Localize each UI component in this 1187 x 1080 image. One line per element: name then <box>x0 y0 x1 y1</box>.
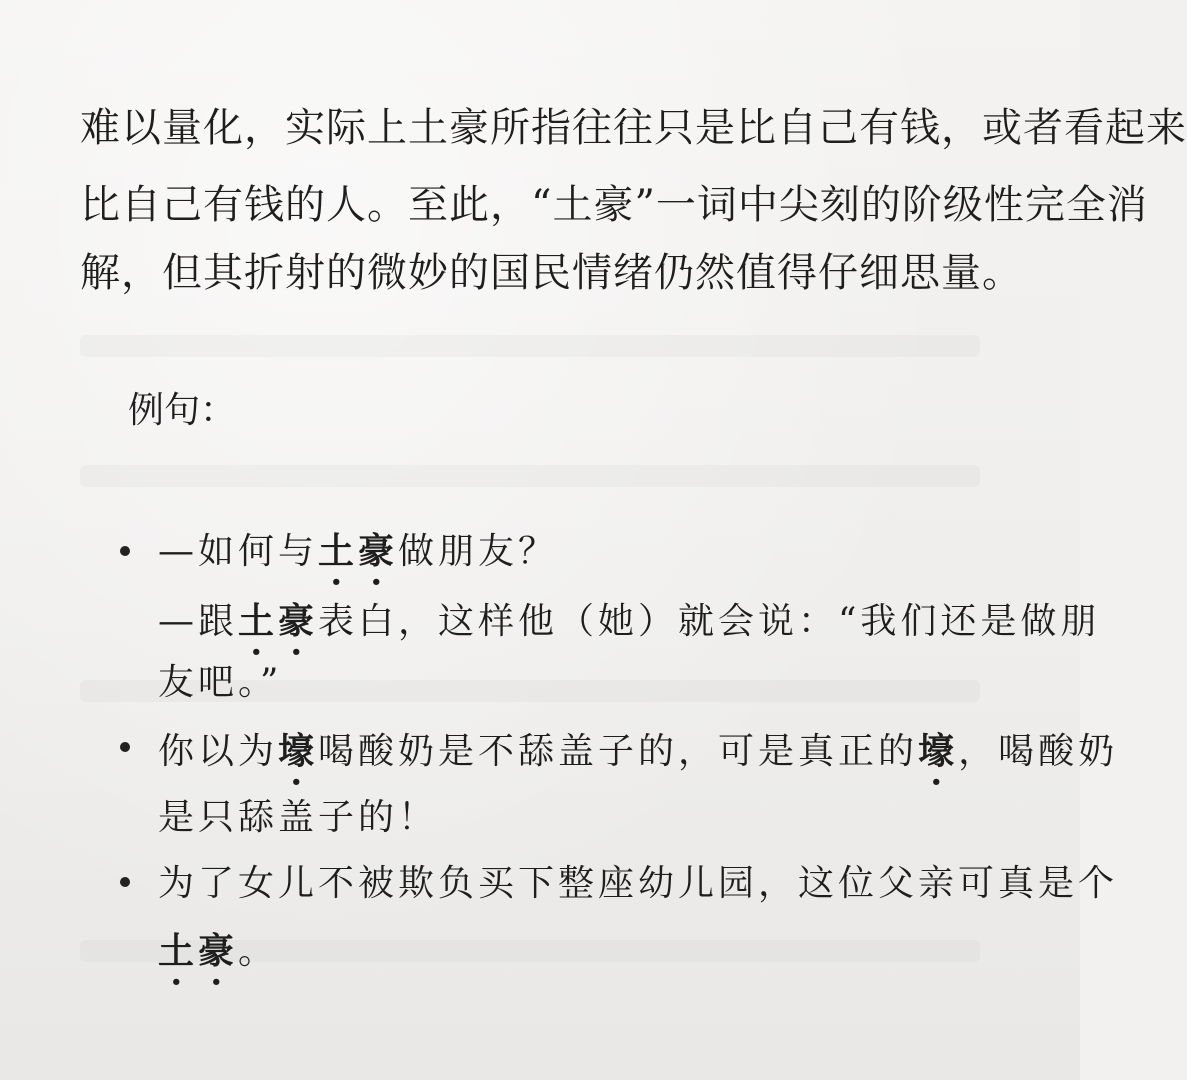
example-text: 。 <box>238 931 279 972</box>
emphasized-term: 土豪 <box>238 600 319 642</box>
example-text: —跟 <box>158 601 239 642</box>
example-3-line-1: 为了女儿不被欺负买下整座幼儿园，这位父亲可真是个 <box>158 863 1119 904</box>
examples-heading: 例句： <box>128 390 237 431</box>
example-text: —如何与 <box>158 531 319 572</box>
example-3-line-2 <box>158 930 278 993</box>
example-1-line-2 <box>158 600 1100 663</box>
example-text: 你以为 <box>158 731 279 772</box>
example-2-line-2: 是只舔盖子的！ <box>158 797 439 838</box>
show-through-line <box>80 465 980 487</box>
example-text: 表白，这样他（她）就会说：“我们还是做朋 <box>318 601 1101 642</box>
example-text: ，喝酸奶 <box>958 731 1119 772</box>
example-text: 做朋友？ <box>398 531 559 572</box>
paragraph-line-1: 难以量化，实际上土豪所指往往只是比自己有钱，或者看起来 <box>80 105 1187 151</box>
emphasized-term: 壕 <box>918 730 959 772</box>
example-text: 喝酸奶是不舔盖子的，可是真正的 <box>318 731 919 772</box>
paragraph-line-2: 比自己有钱的人。至此，“土豪”一词中尖刻的阶级性完全消 <box>80 182 1148 228</box>
emphasized-term: 土豪 <box>158 930 239 972</box>
bullet-dot <box>120 546 130 556</box>
paragraph-line-3: 解，但其折射的微妙的国民情绪仍然值得仔细思量。 <box>80 250 1023 296</box>
example-1-line-3: 友吧。” <box>158 662 283 703</box>
emphasized-term: 土豪 <box>318 530 399 572</box>
example-1-line-1 <box>158 530 558 593</box>
example-2-line-1 <box>158 730 1118 793</box>
bullet-dot <box>120 742 130 752</box>
bullet-dot <box>120 877 130 887</box>
show-through-line <box>80 335 980 357</box>
emphasized-term: 壕 <box>278 730 319 772</box>
